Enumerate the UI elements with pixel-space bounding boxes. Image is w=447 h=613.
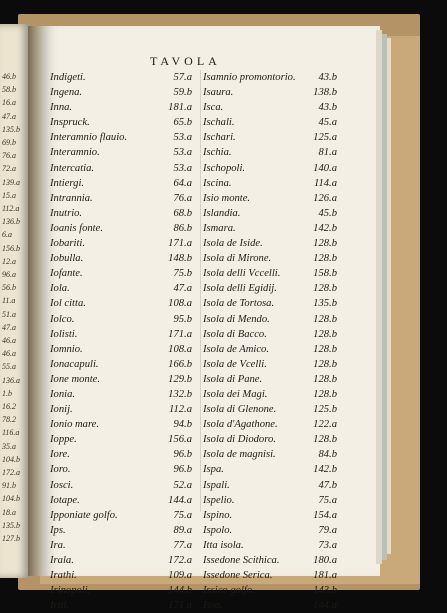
index-entry — [50, 568, 192, 583]
index-entry — [203, 417, 337, 432]
index-page-ref: 108.a — [168, 343, 192, 355]
index-page-ref: 128.b — [313, 328, 337, 340]
index-term: Isamnio promontorio. — [203, 72, 296, 83]
index-entry — [50, 493, 192, 508]
index-term: Ischali. — [203, 117, 235, 129]
index-entry — [203, 387, 337, 402]
index-entry — [50, 478, 192, 493]
index-entry — [203, 478, 337, 493]
index-entry — [50, 281, 192, 296]
index-page-ref: 57.a — [173, 72, 192, 83]
left-page-ref: 18.a — [2, 507, 16, 517]
index-page-ref: 43.b — [318, 72, 337, 83]
index-entry — [50, 296, 192, 311]
index-term: Issedone Serica. — [203, 570, 273, 582]
index-page-ref: 76.a — [173, 192, 192, 204]
index-entry — [203, 357, 337, 372]
index-term: Ioro. — [50, 464, 71, 476]
page-header: TAVOLA — [150, 54, 221, 68]
index-page-ref: 128.b — [313, 253, 337, 265]
index-entry — [50, 583, 192, 598]
index-column-left — [50, 70, 200, 613]
index-entry — [203, 70, 337, 85]
index-page-ref: 158.b — [313, 268, 337, 280]
left-page-ref: 78.2 — [2, 415, 16, 425]
index-entry — [50, 342, 192, 357]
left-page-ref: 112.a — [2, 204, 20, 213]
left-page-ref: 6.a — [2, 230, 12, 240]
index-page-ref: 95.b — [173, 313, 192, 325]
index-entry — [50, 100, 192, 115]
index-term: Ispali. — [203, 479, 230, 491]
index-page-ref: 154.a — [313, 509, 337, 521]
index-page-ref: 112.a — [168, 404, 192, 416]
index-page-ref: 128.b — [313, 388, 337, 400]
index-term: Isola di Mendo. — [203, 313, 270, 325]
index-term: Isola delli Vccelli. — [203, 268, 281, 280]
index-term: Ispino. — [203, 509, 233, 521]
left-page-ref: 47.a — [2, 111, 16, 121]
index-entry — [203, 432, 337, 447]
index-page-ref: 148.b — [168, 253, 192, 265]
index-entry — [203, 583, 337, 598]
left-page-ref: 47.a — [2, 322, 16, 332]
index-term: Iotape. — [50, 494, 80, 506]
index-entry — [50, 402, 192, 417]
index-term: Isola di Mirone. — [203, 253, 272, 265]
index-term: Isola de magnisi. — [203, 449, 276, 461]
index-entry — [203, 372, 337, 387]
left-page-ref: 72.a — [2, 164, 16, 174]
index-term: Intrannia. — [50, 192, 93, 204]
index-page-ref: 144.b — [168, 585, 192, 597]
index-entry — [50, 357, 192, 372]
index-term: Iola. — [50, 283, 70, 295]
left-page-ref: 46.b — [2, 72, 16, 81]
index-term: Ione monte. — [50, 373, 101, 385]
left-page-ref: 56.b — [2, 283, 16, 293]
index-page-ref: 140.a — [313, 162, 337, 174]
index-term: Isola di Glenone. — [203, 404, 277, 416]
index-entry — [50, 115, 192, 130]
column-separator — [200, 70, 201, 512]
index-entry — [50, 447, 192, 462]
index-term: Isola dei Magi. — [203, 388, 268, 400]
index-page-ref: 122.a — [313, 419, 337, 431]
index-entry — [203, 462, 337, 477]
index-term: Ismara. — [203, 222, 236, 234]
index-entry — [203, 251, 337, 266]
index-entry — [203, 568, 337, 583]
index-term: Ipponiate golfo. — [50, 509, 118, 521]
left-page-ref: 156.b — [2, 243, 20, 253]
index-term: Ioppe. — [50, 434, 77, 446]
index-term: Isola de Tortosa. — [203, 298, 275, 310]
index-page-ref: 156.a — [168, 434, 192, 446]
index-entry — [50, 176, 192, 191]
index-term: Ischia. — [203, 147, 232, 159]
index-page-ref: 43.b — [318, 102, 337, 114]
left-page-ref: 135.b — [2, 520, 20, 530]
index-entry — [50, 553, 192, 568]
index-page-ref: 125.a — [313, 132, 337, 144]
index-entry — [50, 312, 192, 327]
index-term: Inutrio. — [50, 207, 83, 219]
index-entry — [203, 327, 337, 342]
index-term: Ingena. — [50, 87, 83, 99]
index-entry — [203, 145, 337, 160]
index-page-ref: 142.b — [313, 464, 337, 476]
left-page-ref: 51.a — [2, 309, 16, 319]
index-page-ref: 86.b — [173, 222, 192, 234]
left-page-ref: 96.a — [2, 270, 16, 279]
index-page-ref: 45.b — [318, 207, 337, 219]
index-entry — [203, 191, 337, 206]
index-entry — [203, 266, 337, 281]
index-page-ref: 171.a — [168, 600, 192, 612]
index-term: Isca. — [203, 102, 224, 114]
index-term: Ischari. — [203, 132, 236, 144]
index-term: Iomnio. — [50, 343, 83, 355]
index-term: Isola di Bacco. — [203, 328, 267, 340]
left-page-ref: 46.a — [2, 336, 16, 345]
index-page-ref: 171.a — [168, 328, 192, 340]
index-page-ref: 128.b — [313, 313, 337, 325]
left-page-ref: 104.b — [2, 494, 20, 504]
index-entry — [203, 281, 337, 296]
index-page-ref: 59.b — [173, 87, 192, 99]
index-entry — [50, 70, 192, 85]
index-page-ref: 144.a — [313, 600, 337, 612]
index-entry — [203, 538, 337, 553]
left-page-ref: 139.a — [2, 177, 20, 187]
index-entry — [203, 206, 337, 221]
index-term: Iobariti. — [50, 238, 86, 250]
index-term: Ionij. — [50, 404, 73, 416]
left-page-ref: 116.a — [2, 428, 20, 438]
index-page-ref: 181.a — [168, 102, 192, 114]
index-term: Intercatia. — [50, 162, 95, 174]
left-page-ref: 46.a — [2, 349, 16, 359]
index-page-ref: 75.a — [318, 494, 337, 506]
index-entry — [50, 251, 192, 266]
index-term: Issico golfo. — [203, 585, 255, 597]
index-term: Ionia. — [50, 388, 76, 400]
index-entry — [203, 402, 337, 417]
index-page-ref: 109.a — [168, 570, 192, 582]
index-entry — [203, 161, 337, 176]
left-page-ref: 104.b — [2, 454, 20, 464]
index-term: Iol citta. — [50, 298, 86, 310]
index-entry — [50, 508, 192, 523]
left-page-ref: 1.b — [2, 388, 12, 398]
index-entry — [50, 130, 192, 145]
index-entry — [203, 176, 337, 191]
index-page-ref: 68.b — [173, 207, 192, 219]
index-page-ref: 53.a — [173, 162, 192, 174]
index-entry — [50, 191, 192, 206]
index-page-ref: 171.a — [168, 238, 192, 250]
index-term: Indigeti. — [50, 72, 86, 83]
index-page-ref: 65.b — [173, 117, 192, 129]
index-entry — [50, 372, 192, 387]
index-term: Itta isola. — [203, 539, 244, 551]
left-page-ref: 55.a — [2, 362, 16, 372]
index-term: Irathi. — [50, 570, 77, 582]
index-page-ref: 75.a — [173, 509, 192, 521]
index-entry — [50, 266, 192, 281]
index-term: Ioanis fonte. — [50, 222, 103, 234]
index-page-ref: 180.a — [313, 555, 337, 566]
index-page-ref: 64.a — [173, 177, 192, 189]
index-entry — [203, 85, 337, 100]
index-term: Irinopoli. — [50, 585, 91, 597]
index-page-ref: 144.a — [168, 494, 192, 506]
left-page-ref: 69.b — [2, 138, 16, 147]
index-page-ref: 128.b — [313, 283, 337, 295]
index-page-ref: 47.b — [318, 479, 337, 491]
left-page-ref: 127.b — [2, 534, 20, 543]
left-page-ref: 58.b — [2, 85, 16, 95]
index-term: Inna. — [50, 102, 73, 114]
index-term: Interamnio. — [50, 147, 100, 159]
index-page-ref: 81.a — [318, 147, 337, 159]
index-entry — [50, 145, 192, 160]
index-entry — [50, 462, 192, 477]
index-term: Iosci. — [50, 479, 74, 491]
index-page-ref: 181.a — [313, 570, 337, 582]
index-entry — [50, 432, 192, 447]
index-term: Isio monte. — [203, 192, 251, 204]
index-entry — [203, 100, 337, 115]
index-term: Iriti. — [50, 600, 70, 612]
index-page-ref: 77.a — [173, 539, 192, 551]
index-entry — [203, 598, 337, 613]
index-term: Irala. — [50, 555, 74, 566]
index-term: Iobulla. — [50, 253, 84, 265]
index-term: Ips. — [50, 524, 66, 536]
left-page-ref: 35.a — [2, 441, 16, 451]
index-term: Iolco. — [50, 313, 75, 325]
index-entry — [50, 161, 192, 176]
index-entry — [203, 553, 337, 568]
index-page-ref: 128.b — [313, 343, 337, 355]
index-page-ref: 52.a — [173, 479, 192, 491]
index-page-ref: 75.b — [173, 268, 192, 280]
index-entry — [50, 85, 192, 100]
index-page-ref: 142.b — [313, 222, 337, 234]
index-page-ref: 128.b — [313, 358, 337, 370]
index-page-ref: 132.b — [168, 388, 192, 400]
left-page-ref: 91.b — [2, 481, 16, 491]
index-entry — [203, 493, 337, 508]
page-edge — [387, 38, 391, 554]
index-entry — [50, 523, 192, 538]
index-page-ref: 89.a — [173, 524, 192, 536]
left-page-ref: 12.a — [2, 256, 16, 266]
left-page-ref: 16.2 — [2, 402, 16, 411]
index-page-ref: 84.b — [318, 449, 337, 461]
index-page-ref: 143.b — [313, 585, 337, 597]
index-entry — [50, 598, 192, 613]
index-page-ref: 94.b — [173, 419, 192, 431]
index-entry — [203, 236, 337, 251]
index-term: Isso. — [203, 600, 223, 612]
index-entry — [203, 342, 337, 357]
index-term: Inspruck. — [50, 117, 90, 129]
index-term: Interamnio flauio. — [50, 132, 128, 144]
index-term: Isola de Vcelli. — [203, 358, 267, 370]
index-entry — [50, 236, 192, 251]
index-term: Ira. — [50, 539, 66, 551]
index-page-ref: 125.b — [313, 404, 337, 416]
index-page-ref: 172.a — [168, 555, 192, 566]
index-term: Iscina. — [203, 177, 232, 189]
left-page-ref: 16.a — [2, 98, 16, 108]
index-page-ref: 47.a — [173, 283, 192, 295]
index-column-right — [203, 70, 339, 613]
index-entry — [203, 115, 337, 130]
facing-left-page — [0, 24, 30, 578]
index-entry — [50, 221, 192, 236]
left-page-ref: 136.a — [2, 375, 20, 385]
index-entry — [203, 508, 337, 523]
index-page-ref: 79.a — [318, 524, 337, 536]
index-entry — [203, 296, 337, 311]
index-entry — [50, 387, 192, 402]
index-term: Ionacapuli. — [50, 358, 99, 370]
index-page-ref: 128.b — [313, 238, 337, 250]
index-term: Ionio mare. — [50, 419, 100, 431]
index-term: Islandia. — [203, 207, 241, 219]
index-term: Isola delli Egidij. — [203, 283, 277, 295]
index-entry — [50, 327, 192, 342]
index-term: Isola di Pane. — [203, 373, 263, 385]
left-page-ref: 15.a — [2, 190, 16, 200]
index-entry — [50, 206, 192, 221]
left-page-ref: 76.a — [2, 151, 16, 161]
index-term: Issedone Scithica. — [203, 555, 280, 566]
index-entry — [203, 221, 337, 236]
index-term: Isola di Diodoro. — [203, 434, 276, 446]
left-page-ref: 136.b — [2, 217, 20, 227]
left-page-ref: 11.a — [2, 296, 16, 306]
index-page-ref: 53.a — [173, 132, 192, 144]
index-term: Iofante. — [50, 268, 83, 280]
index-page-ref: 53.a — [173, 147, 192, 159]
index-page-ref: 129.b — [168, 373, 192, 385]
index-page-ref: 96.b — [173, 464, 192, 476]
index-page-ref: 114.a — [313, 177, 337, 189]
index-page-ref: 126.a — [313, 192, 337, 204]
index-term: Ispelio. — [203, 494, 235, 506]
left-page-ref: 135.b — [2, 124, 20, 134]
index-page-ref: 108.a — [168, 298, 192, 310]
index-term: Intiergi. — [50, 177, 85, 189]
index-term: Iolisti. — [50, 328, 78, 340]
index-term: Ispolo. — [203, 524, 233, 536]
index-page-ref: 138.b — [313, 87, 337, 99]
index-entry — [50, 417, 192, 432]
index-entry — [203, 447, 337, 462]
index-term: Isola de Amico. — [203, 343, 270, 355]
index-page-ref: 128.b — [313, 434, 337, 446]
index-page-ref: 96.b — [173, 449, 192, 461]
index-entry — [50, 538, 192, 553]
index-term: Ischopoli. — [203, 162, 246, 174]
left-page-ref: 172.a — [2, 468, 20, 477]
index-term: Isola de Iside. — [203, 238, 263, 250]
index-entry — [203, 130, 337, 145]
index-term: Iore. — [50, 449, 70, 461]
index-term: Isola d'Agathone. — [203, 419, 278, 431]
index-page-ref: 135.b — [313, 298, 337, 310]
index-page-ref: 73.a — [318, 539, 337, 551]
index-page-ref: 45.a — [318, 117, 337, 129]
index-page-ref: 166.b — [168, 358, 192, 370]
index-page-ref: 128.b — [313, 373, 337, 385]
index-term: Ispa. — [203, 464, 224, 476]
index-term: Isaura. — [203, 87, 234, 99]
index-entry — [203, 312, 337, 327]
index-entry — [203, 523, 337, 538]
